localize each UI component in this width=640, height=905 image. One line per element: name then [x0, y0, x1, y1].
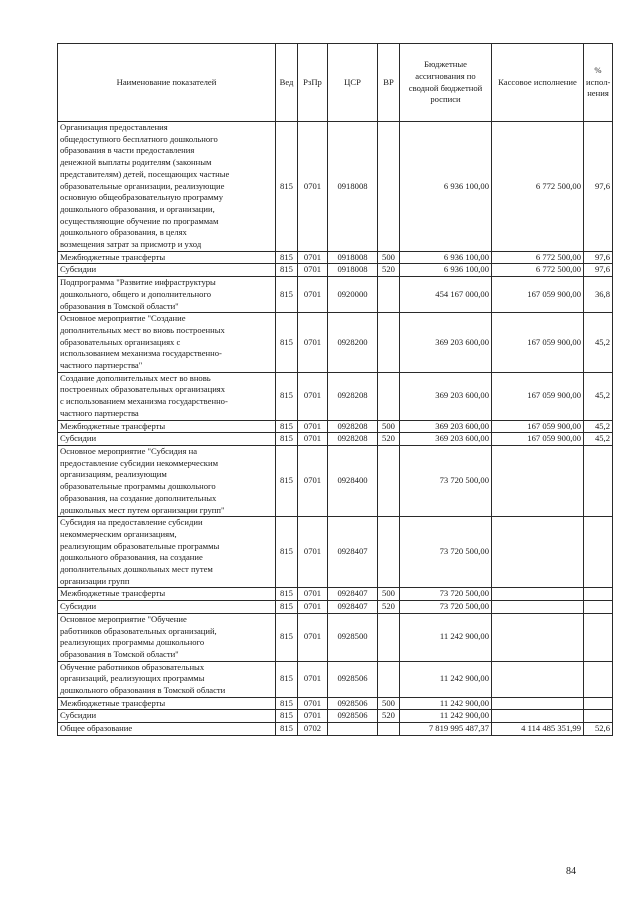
cell-csr: 0918008 — [328, 122, 378, 252]
header-budget: Бюджетные ассигнования по сводной бюджетной росписи — [400, 44, 492, 122]
cell-ved: 815 — [276, 372, 298, 420]
cell-name: Субсидии — [58, 710, 276, 723]
cell-budget: 369 203 600,00 — [400, 372, 492, 420]
cell-name: Межбюджетные трансферты — [58, 420, 276, 433]
cell-vr — [378, 372, 400, 420]
cell-rzpr: 0701 — [298, 433, 328, 446]
cell-pct — [584, 710, 613, 723]
cell-vr: 500 — [378, 588, 400, 601]
cell-pct — [584, 697, 613, 710]
cell-pct — [584, 661, 613, 697]
cell-pct — [584, 517, 613, 588]
cell-pct: 45,2 — [584, 420, 613, 433]
cell-cash — [492, 588, 584, 601]
cell-pct: 45,2 — [584, 313, 613, 373]
cell-name: Создание дополнительных мест во вновь построенных образовательных организациях с использованием механизма государственно- частного партнерства — [58, 372, 276, 420]
cell-pct: 97,6 — [584, 264, 613, 277]
cell-rzpr: 0701 — [298, 445, 328, 516]
cell-csr: 0928208 — [328, 433, 378, 446]
cell-vr — [378, 445, 400, 516]
cell-csr: 0928500 — [328, 613, 378, 661]
cell-csr: 0928200 — [328, 313, 378, 373]
cell-name: Основное мероприятие "Обучение работников образовательных организаций, реализующих программы дошкольного образования в Томской области" — [58, 613, 276, 661]
cell-pct — [584, 601, 613, 614]
cell-pct: 45,2 — [584, 433, 613, 446]
cell-rzpr: 0701 — [298, 251, 328, 264]
cell-rzpr: 0701 — [298, 588, 328, 601]
cell-pct — [584, 588, 613, 601]
table-row — [58, 601, 613, 614]
cell-cash — [492, 445, 584, 516]
cell-rzpr: 0701 — [298, 710, 328, 723]
cell-ved: 815 — [276, 313, 298, 373]
cell-vr: 500 — [378, 420, 400, 433]
cell-cash: 167 059 900,00 — [492, 433, 584, 446]
cell-name: Подпрограмма "Развитие инфраструктуры дошкольного, общего и дополнительного образования в Томской области" — [58, 277, 276, 313]
cell-vr — [378, 277, 400, 313]
cell-cash: 6 772 500,00 — [492, 251, 584, 264]
cell-vr — [378, 723, 400, 736]
cell-budget: 11 242 900,00 — [400, 661, 492, 697]
cell-name: Основное мероприятие "Создание дополнительных мест во вновь построенных образовательных организациях с использованием механизма государственно- частного партнерства" — [58, 313, 276, 373]
cell-ved: 815 — [276, 264, 298, 277]
header-pct: % испол-нения — [584, 44, 613, 122]
cell-ved: 815 — [276, 588, 298, 601]
table-row — [58, 251, 613, 264]
cell-csr: 0928407 — [328, 601, 378, 614]
cell-pct: 52,6 — [584, 723, 613, 736]
cell-name: Организация предоставления общедоступного бесплатного дошкольного образования в части предоставления денежной выплаты родителям (законным представителям) детей, посещающих частные образовательные организации, реализующие основную общеобразовательную программу дошкольного образования, и организации, осуществляющие обучение по программам дошкольного образования, в целях возмещения затрат за присмотр и уход — [58, 122, 276, 252]
table-row — [58, 710, 613, 723]
cell-csr: 0928506 — [328, 697, 378, 710]
cell-vr: 520 — [378, 601, 400, 614]
cell-budget: 7 819 995 487,37 — [400, 723, 492, 736]
cell-rzpr: 0701 — [298, 601, 328, 614]
cell-cash: 167 059 900,00 — [492, 277, 584, 313]
cell-name: Межбюджетные трансферты — [58, 251, 276, 264]
header-csr: ЦСР — [328, 44, 378, 122]
cell-csr: 0918008 — [328, 251, 378, 264]
table-row — [58, 517, 613, 588]
cell-vr — [378, 517, 400, 588]
cell-ved: 815 — [276, 697, 298, 710]
cell-vr — [378, 661, 400, 697]
table-row — [58, 313, 613, 373]
table-row — [58, 122, 613, 252]
cell-rzpr: 0702 — [298, 723, 328, 736]
cell-cash — [492, 661, 584, 697]
cell-csr: 0928407 — [328, 517, 378, 588]
cell-budget: 369 203 600,00 — [400, 420, 492, 433]
cell-budget: 369 203 600,00 — [400, 433, 492, 446]
header-cash: Кассовое исполнение — [492, 44, 584, 122]
cell-budget: 11 242 900,00 — [400, 613, 492, 661]
cell-ved: 815 — [276, 723, 298, 736]
cell-budget: 6 936 100,00 — [400, 122, 492, 252]
cell-ved: 815 — [276, 445, 298, 516]
cell-name: Субсидии — [58, 601, 276, 614]
cell-ved: 815 — [276, 251, 298, 264]
header-vr: ВР — [378, 44, 400, 122]
cell-csr: 0928208 — [328, 372, 378, 420]
cell-name: Основное мероприятие "Субсидия на предоставление субсидии некоммерческим организациям, реализующим образовательные программы дошкольного образования, на создание дополнительных дошкольных мест путем организации групп" — [58, 445, 276, 516]
page-number: 84 — [566, 866, 576, 877]
cell-pct: 36,8 — [584, 277, 613, 313]
cell-budget: 11 242 900,00 — [400, 710, 492, 723]
table-row — [58, 697, 613, 710]
cell-ved: 815 — [276, 517, 298, 588]
table-row — [58, 588, 613, 601]
cell-pct: 97,6 — [584, 122, 613, 252]
cell-rzpr: 0701 — [298, 420, 328, 433]
cell-budget: 6 936 100,00 — [400, 264, 492, 277]
cell-budget: 454 167 000,00 — [400, 277, 492, 313]
cell-budget: 73 720 500,00 — [400, 445, 492, 516]
cell-vr — [378, 122, 400, 252]
cell-vr — [378, 313, 400, 373]
cell-rzpr: 0701 — [298, 122, 328, 252]
cell-budget: 11 242 900,00 — [400, 697, 492, 710]
cell-ved: 815 — [276, 420, 298, 433]
cell-cash: 167 059 900,00 — [492, 420, 584, 433]
cell-ved: 815 — [276, 277, 298, 313]
cell-name: Межбюджетные трансферты — [58, 697, 276, 710]
cell-vr: 500 — [378, 697, 400, 710]
header-rzpr: РзПр — [298, 44, 328, 122]
cell-ved: 815 — [276, 710, 298, 723]
cell-rzpr: 0701 — [298, 697, 328, 710]
cell-name: Общее образование — [58, 723, 276, 736]
cell-cash: 167 059 900,00 — [492, 313, 584, 373]
cell-cash — [492, 710, 584, 723]
header-ved: Вед — [276, 44, 298, 122]
cell-rzpr: 0701 — [298, 277, 328, 313]
budget-table — [57, 43, 613, 736]
table-row — [58, 661, 613, 697]
cell-budget: 6 936 100,00 — [400, 251, 492, 264]
cell-csr — [328, 723, 378, 736]
cell-name: Субсидии — [58, 264, 276, 277]
cell-pct — [584, 445, 613, 516]
table-row — [58, 613, 613, 661]
cell-csr: 0920000 — [328, 277, 378, 313]
cell-name: Межбюджетные трансферты — [58, 588, 276, 601]
table-row — [58, 420, 613, 433]
table-body — [58, 122, 613, 736]
cell-vr: 500 — [378, 251, 400, 264]
cell-vr: 520 — [378, 710, 400, 723]
cell-ved: 815 — [276, 433, 298, 446]
cell-cash — [492, 697, 584, 710]
cell-ved: 815 — [276, 613, 298, 661]
cell-ved: 815 — [276, 122, 298, 252]
cell-ved: 815 — [276, 661, 298, 697]
cell-cash: 6 772 500,00 — [492, 122, 584, 252]
cell-cash: 167 059 900,00 — [492, 372, 584, 420]
cell-budget: 73 720 500,00 — [400, 517, 492, 588]
cell-cash — [492, 517, 584, 588]
cell-vr: 520 — [378, 264, 400, 277]
cell-rzpr: 0701 — [298, 264, 328, 277]
cell-budget: 73 720 500,00 — [400, 588, 492, 601]
cell-ved: 815 — [276, 601, 298, 614]
cell-name: Обучение работников образовательных организаций, реализующих программы дошкольного образования в Томской области — [58, 661, 276, 697]
cell-name: Субсидия на предоставление субсидии некоммерческим организациям, реализующим образовательные программы дошкольного образования, на создание дополнительных дошкольных мест путем организации групп — [58, 517, 276, 588]
cell-pct: 45,2 — [584, 372, 613, 420]
table-row — [58, 445, 613, 516]
cell-cash — [492, 601, 584, 614]
table-row — [58, 723, 613, 736]
table-row — [58, 372, 613, 420]
cell-pct — [584, 613, 613, 661]
cell-csr: 0928506 — [328, 661, 378, 697]
cell-budget: 73 720 500,00 — [400, 601, 492, 614]
header-name: Наименование показателей — [58, 44, 276, 122]
cell-csr: 0918008 — [328, 264, 378, 277]
cell-rzpr: 0701 — [298, 372, 328, 420]
cell-rzpr: 0701 — [298, 313, 328, 373]
cell-rzpr: 0701 — [298, 613, 328, 661]
cell-cash: 4 114 485 351,99 — [492, 723, 584, 736]
cell-rzpr: 0701 — [298, 661, 328, 697]
cell-csr: 0928506 — [328, 710, 378, 723]
cell-csr: 0928407 — [328, 588, 378, 601]
cell-vr: 520 — [378, 433, 400, 446]
cell-budget: 369 203 600,00 — [400, 313, 492, 373]
table-row — [58, 264, 613, 277]
cell-cash — [492, 613, 584, 661]
cell-csr: 0928400 — [328, 445, 378, 516]
table-row — [58, 277, 613, 313]
cell-pct: 97,6 — [584, 251, 613, 264]
cell-cash: 6 772 500,00 — [492, 264, 584, 277]
header-row — [58, 44, 613, 122]
table-row — [58, 433, 613, 446]
cell-vr — [378, 613, 400, 661]
cell-csr: 0928208 — [328, 420, 378, 433]
cell-rzpr: 0701 — [298, 517, 328, 588]
cell-name: Субсидии — [58, 433, 276, 446]
